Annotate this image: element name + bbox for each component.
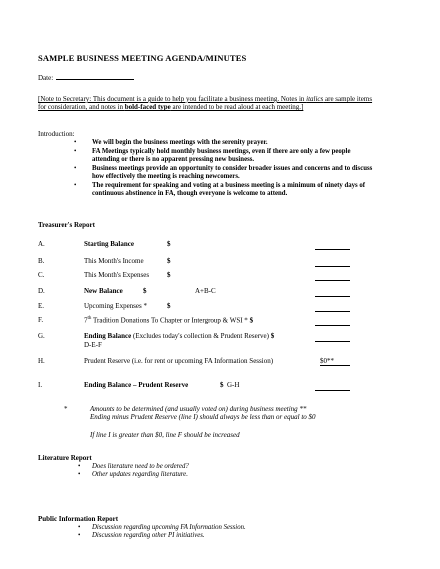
document-title: SAMPLE BUSINESS MEETING AGENDA/MINUTES — [38, 53, 247, 63]
note-bold-word: bold-faced type — [124, 103, 171, 112]
introduction-item: • The requirement for speaking and voting at a business meeting is a minimum of ninety days of continuous abstinence in FA, though everyone is welcome to attend. — [74, 182, 374, 199]
public-info-heading: Public Information Report — [38, 515, 119, 523]
row-label: Prudent Reserve (i.e. for rent or upcoming FA Information Session) — [84, 357, 274, 365]
row-label: This Month's Income — [84, 257, 144, 265]
introduction-list — [74, 139, 374, 199]
date-blank-line — [56, 72, 134, 80]
row-label: Ending Balance – Prudent Reserve — [84, 381, 189, 389]
treasurer-row-b — [38, 257, 171, 265]
public-info-item: • Discussion regarding other PI initiatives. — [78, 532, 246, 540]
treasurer-row-h — [38, 357, 274, 365]
row-label: Tradition Donations To Chapter or Intergroup & WSI * — [91, 316, 248, 325]
introduction-label: Introduction: — [38, 130, 75, 138]
introduction-item: • Business meetings provide an opportunity to consider broader issues and concerns and to discuss how effectively the meeting is reaching newcomers. — [74, 165, 374, 182]
treasurer-row-a — [38, 240, 171, 248]
treasurer-row-d — [38, 287, 216, 295]
date-field — [38, 72, 134, 82]
row-letter: D. — [38, 287, 45, 295]
row-letter: H. — [38, 357, 45, 365]
note-part2: are sample items for consideration, and notes in — [38, 95, 373, 112]
amount-blank-c — [315, 280, 350, 281]
treasurer-row-e — [38, 302, 171, 310]
row-label: New Balance — [84, 287, 123, 295]
amount-blank-d — [315, 296, 350, 297]
row-dollar: $ — [167, 257, 171, 265]
row-label-group — [84, 316, 253, 324]
row-dollar: $ — [167, 271, 171, 279]
row-letter: A. — [38, 240, 45, 248]
row-label: Starting Balance — [84, 240, 134, 248]
note-italics-word: italics — [306, 95, 324, 103]
row-letter: F. — [38, 316, 44, 324]
footnote-star: * — [64, 405, 68, 413]
row-letter: C. — [38, 271, 45, 279]
amount-blank-a — [315, 249, 350, 250]
row-dollar: $ — [167, 240, 171, 248]
row-letter: I. — [38, 381, 43, 389]
literature-heading: Literature Report — [38, 454, 92, 462]
row-label-rest: (Excludes today's collection & Prudent Reserve) — [131, 332, 269, 340]
row-dollar: $ — [270, 332, 275, 340]
literature-item: • Does literature need to be ordered? — [78, 463, 189, 471]
amount-blank-b — [315, 266, 350, 267]
introduction-item: • FA Meetings typically hold monthly business meetings, even if there are only a few people attending or there is no apparent pressing new business. — [74, 148, 374, 165]
treasurer-row-g — [38, 332, 275, 349]
footnote-line: Amounts to be determined (and usually voted on) during business meeting ** — [90, 405, 307, 413]
row-letter: G. — [38, 332, 45, 340]
treasurer-row-f — [38, 316, 254, 325]
row-letter: B. — [38, 257, 45, 265]
amount-blank-f — [315, 325, 350, 326]
footnote-line: If line I is greater than $0, line F should be increased — [90, 430, 240, 439]
row-label: Ending Balance — [84, 332, 132, 340]
amount-blank-g — [315, 341, 350, 342]
row-number: 7 — [84, 316, 88, 325]
row-formula: A+B-C — [195, 287, 216, 295]
treasurer-row-c — [38, 271, 171, 279]
row-dollar: $ — [220, 381, 224, 389]
row-formula: G-H — [227, 381, 240, 389]
treasurer-row-i — [38, 381, 240, 389]
row-label: Upcoming Expenses * — [84, 302, 147, 310]
row-dollar: $ — [249, 316, 254, 325]
introduction-item: • We will begin the business meetings with the serenity prayer. — [74, 139, 374, 148]
literature-item: • Other updates regarding literature. — [78, 471, 189, 479]
row-dollar: $ — [167, 302, 171, 310]
row-dollar: $ — [143, 287, 147, 295]
literature-list — [78, 463, 189, 480]
amount-blank-i — [315, 390, 350, 391]
secretary-note — [38, 95, 378, 112]
row-letter: E. — [38, 302, 45, 310]
row-ordinal: th — [87, 316, 92, 321]
row-label-group — [84, 332, 274, 340]
note-part1: [Note to Secretary: This document is a guide to help you facilitate a business meeting. Notes in — [38, 95, 307, 103]
treasurer-heading: Treasurer's Report — [38, 221, 95, 229]
footnote-block — [90, 405, 316, 439]
note-part3: are intended to be read aloud at each meeting.] — [170, 103, 304, 112]
public-info-item: • Discussion regarding upcoming FA Information Session. — [78, 524, 246, 532]
row-formula: D-E-F — [84, 341, 102, 349]
row-label: This Month's Expenses — [84, 271, 150, 279]
public-info-list — [78, 524, 246, 541]
amount-blank-e — [315, 311, 350, 312]
date-label: Date: — [38, 74, 54, 82]
prudent-reserve-value: $0** — [320, 357, 350, 366]
footnote-line: Ending minus Prudent Reserve (line I) should always be less than or equal to $0 — [90, 413, 316, 422]
